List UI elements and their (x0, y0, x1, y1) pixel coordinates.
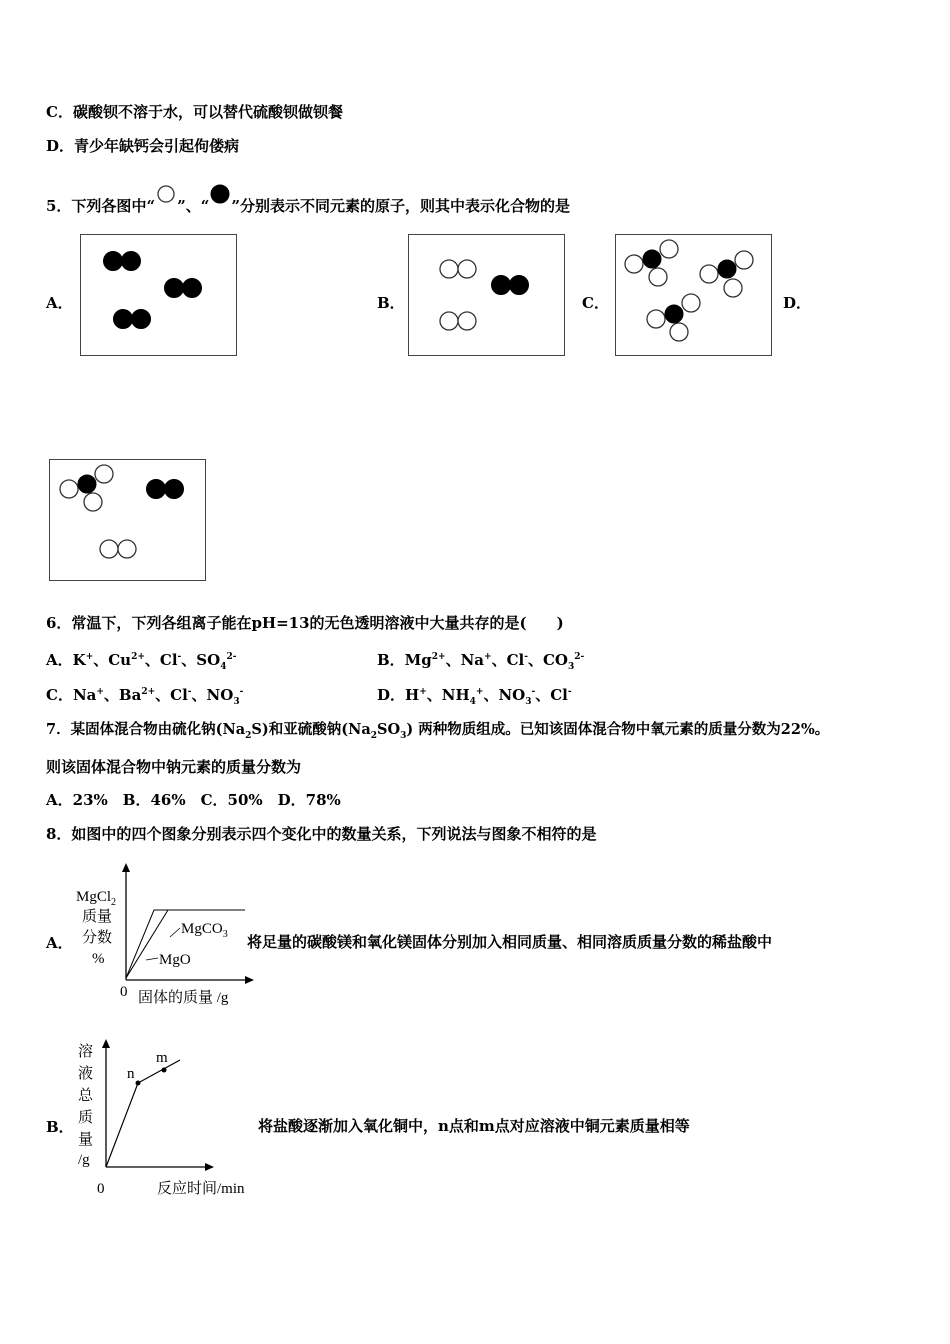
graph-b (70, 1036, 270, 1206)
q8-b-text: 将盐酸逐渐加入氧化铜中，n点和m点对应溶液中铜元素质量相等 (258, 1117, 690, 1135)
graph-b-ylabel-5: 量 (78, 1132, 94, 1148)
q4-option-d: D．青少年缺钙会引起佝偻病 (46, 137, 240, 155)
graph-a-label-mgo: MgO (159, 952, 191, 968)
q8-a-text: 将足量的碳酸镁和氧化镁固体分别加入相同质量、相同溶质质量分数的稀盐酸中 (247, 933, 773, 951)
graph-b-point-n (136, 1081, 141, 1086)
q5-label-d: D． (783, 294, 812, 312)
q5-label-a: A． (46, 294, 73, 312)
diagram-box-c (615, 234, 772, 356)
q8-label-b: B． (46, 1118, 74, 1136)
graph-b-ylabel-4: 质 (78, 1110, 94, 1126)
graph-a-ylabel-4: % (92, 951, 105, 967)
black-atom-icon (209, 183, 231, 205)
q7-options: A．23% B．46% C．50% D．78% (46, 791, 341, 809)
graph-b-origin: 0 (97, 1181, 105, 1197)
q7-stem: 7．某固体混合物由硫化钠$(Na_2S)$和亚硫酸钠$(Na_2SO_3)$ 两种物质组成。已知该固体混合物中氧元素的质量分数为22%。 (46, 721, 830, 741)
q5-label-b: B． (377, 294, 405, 312)
diagram-box-d (49, 459, 206, 581)
graph-a-ylabel-1: MgCl$_2$ (76, 889, 117, 908)
graph-b-ylabel-3: 总 (78, 1088, 94, 1104)
q6-option-a: A．K+、$Cu^{2+}$、Cl-、$SO_4^{2-}$ (46, 651, 237, 672)
q6-option-c: C．Na+、$Ba^{2+}$、Cl-、$NO_3^-$ (46, 686, 244, 707)
q5-stem-part3: ”分别表示不同元素的原子，则其中表示化合物的是 (231, 197, 570, 215)
q8-stem: 8．如图中的四个图象分别表示四个变化中的数量关系，下列说法与图象不相符的是 (46, 825, 597, 843)
graph-b-curve (106, 1060, 180, 1167)
graph-b-ylabel-1: 溶 (78, 1044, 94, 1060)
molecules-c (616, 235, 771, 355)
graph-b-point-m (162, 1068, 167, 1073)
q5-stem-part2: ”、“ (177, 197, 210, 215)
molecules-d (50, 460, 205, 580)
q5-label-c: C． (582, 294, 609, 312)
q6-option-b: B．$Mg^{2+}$、Na+、Cl-、$CO_3^{2-}$ (377, 651, 585, 672)
graph-a-ylabel-3: 分数 (82, 930, 113, 946)
q5-stem (46, 183, 570, 216)
diagram-box-b (408, 234, 565, 356)
q5-stem-part1: 5．下列各图中“ (46, 197, 156, 215)
graph-a-ylabel-2: 质量 (82, 909, 113, 925)
q6-option-d: D．H+、$NH_4^+$、$NO_3^-$、Cl- (377, 686, 572, 707)
graph-a-origin: 0 (120, 984, 128, 1000)
graph-b-label-m: m (156, 1050, 168, 1066)
graph-a (70, 860, 260, 1010)
q7-stem-2: 则该固体混合物中钠元素的质量分数为 (46, 758, 302, 776)
molecules-b (409, 235, 564, 355)
white-atom-icon (155, 183, 177, 205)
q4-option-c: C．碳酸钡不溶于水，可以替代硫酸钡做钡餐 (46, 103, 343, 121)
graph-b-ylabel-6: /g (78, 1152, 90, 1168)
q8-label-a: A． (46, 934, 73, 952)
molecules-a (81, 235, 236, 355)
graph-b-ylabel-2: 液 (78, 1066, 94, 1082)
graph-a-xlabel: 固体的质量 /g (138, 990, 229, 1006)
graph-b-label-n: n (127, 1066, 135, 1082)
diagram-box-a (80, 234, 237, 356)
q6-stem: 6．常温下，下列各组离子能在pH=13的无色透明溶液中大量共存的是( ) (46, 614, 564, 632)
graph-a-label-mgco3: MgCO$_3$ (181, 921, 228, 940)
graph-b-xlabel: 反应时间/min (157, 1181, 245, 1197)
